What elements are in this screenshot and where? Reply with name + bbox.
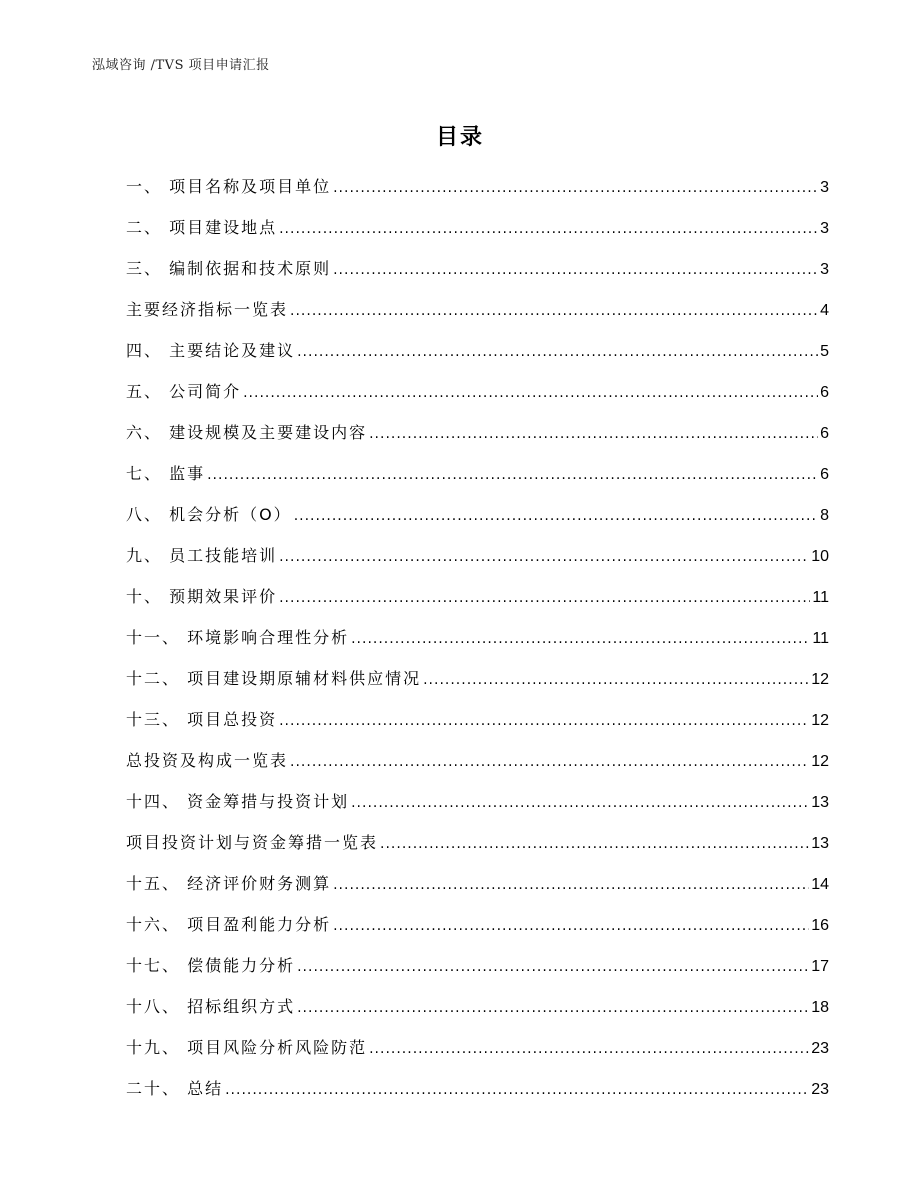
toc-dot-leader <box>369 419 818 449</box>
toc-dot-leader <box>294 501 818 531</box>
toc-entry-label: 项目投资计划与资金筹措一览表 <box>126 833 379 852</box>
toc-entry-label: 四、 主要结论及建议 <box>126 341 296 360</box>
toc-entry-label: 十八、 招标组织方式 <box>126 997 296 1016</box>
toc-entry-page-number: 3 <box>820 220 829 237</box>
toc-entry-page-number: 6 <box>820 466 829 483</box>
toc-entry[interactable] <box>126 582 829 623</box>
toc-dot-leader <box>207 460 818 490</box>
toc-entry-page-number: 12 <box>811 671 829 688</box>
toc-entry[interactable] <box>126 295 829 336</box>
toc-entry[interactable] <box>126 1033 829 1074</box>
toc-dot-leader <box>333 911 809 941</box>
table-of-contents <box>126 172 829 1115</box>
toc-entry-page-number: 16 <box>811 917 829 934</box>
toc-entry[interactable] <box>126 459 829 500</box>
toc-entry-page-number: 12 <box>811 712 829 729</box>
toc-entry-label: 十五、 经济评价财务测算 <box>126 874 332 893</box>
toc-entry-page-number: 5 <box>820 343 829 360</box>
toc-dot-leader <box>279 214 818 244</box>
toc-dot-leader <box>297 337 818 367</box>
toc-entry[interactable] <box>126 992 829 1033</box>
toc-entry-label: 十二、 项目建设期原辅材料供应情况 <box>126 669 422 688</box>
toc-entry-page-number: 6 <box>820 384 829 401</box>
toc-dot-leader <box>351 788 809 818</box>
toc-dot-leader <box>243 378 818 408</box>
toc-entry[interactable] <box>126 418 829 459</box>
toc-entry-label: 三、 编制依据和技术原则 <box>126 259 332 278</box>
toc-entry[interactable] <box>126 828 829 869</box>
toc-entry-page-number: 23 <box>811 1081 829 1098</box>
toc-entry-label: 十四、 资金筹措与投资计划 <box>126 792 350 811</box>
toc-entry-page-number: 4 <box>820 302 829 319</box>
toc-dot-leader <box>279 542 809 572</box>
toc-entry-page-number: 12 <box>811 753 829 770</box>
toc-entry-page-number: 13 <box>811 794 829 811</box>
toc-entry[interactable] <box>126 705 829 746</box>
toc-entry-page-number: 3 <box>820 261 829 278</box>
toc-entry-label: 七、 监事 <box>126 464 206 483</box>
toc-entry-page-number: 14 <box>811 876 829 893</box>
toc-dot-leader <box>297 952 809 982</box>
toc-entry-label: 一、 项目名称及项目单位 <box>126 177 332 196</box>
toc-entry[interactable] <box>126 664 829 705</box>
toc-entry[interactable] <box>126 254 829 295</box>
toc-entry-label: 十、 预期效果评价 <box>126 587 278 606</box>
toc-dot-leader <box>290 747 809 777</box>
toc-entry[interactable] <box>126 336 829 377</box>
toc-entry-label: 十六、 项目盈利能力分析 <box>126 915 332 934</box>
toc-entry-page-number: 11 <box>812 630 829 647</box>
toc-dot-leader <box>333 870 809 900</box>
toc-entry-label: 总投资及构成一览表 <box>126 751 289 770</box>
toc-entry-page-number: 10 <box>811 548 829 565</box>
toc-entry[interactable] <box>126 787 829 828</box>
toc-entry[interactable] <box>126 1074 829 1115</box>
toc-dot-leader <box>225 1075 809 1105</box>
toc-entry[interactable] <box>126 869 829 910</box>
toc-entry-page-number: 17 <box>811 958 829 975</box>
toc-entry-label: 十一、 环境影响合理性分析 <box>126 628 350 647</box>
running-header: 泓域咨询 /TVS 项目申请汇报 <box>92 58 270 73</box>
toc-entry-page-number: 13 <box>811 835 829 852</box>
toc-entry[interactable] <box>126 500 829 541</box>
toc-entry-page-number: 8 <box>820 507 829 524</box>
toc-entry-label: 主要经济指标一览表 <box>126 300 289 319</box>
toc-entry[interactable] <box>126 623 829 664</box>
toc-entry-page-number: 11 <box>812 589 829 606</box>
toc-entry-page-number: 23 <box>811 1040 829 1057</box>
toc-dot-leader <box>333 255 818 285</box>
toc-entry-label: 八、 机会分析（O） <box>126 505 292 524</box>
toc-entry-label: 九、 员工技能培训 <box>126 546 278 565</box>
toc-dot-leader <box>279 706 809 736</box>
toc-entry-label: 二十、 总结 <box>126 1079 224 1098</box>
toc-dot-leader <box>369 1034 809 1064</box>
toc-entry-page-number: 6 <box>820 425 829 442</box>
toc-dot-leader <box>297 993 809 1023</box>
toc-entry[interactable] <box>126 377 829 418</box>
toc-entry-label: 二、 项目建设地点 <box>126 218 278 237</box>
toc-entry-label: 十七、 偿债能力分析 <box>126 956 296 975</box>
toc-entry-label: 五、 公司简介 <box>126 382 242 401</box>
toc-entry-page-number: 18 <box>811 999 829 1016</box>
toc-title: 目录 <box>435 125 484 150</box>
toc-entry-label: 十九、 项目风险分析风险防范 <box>126 1038 368 1057</box>
toc-entry-label: 十三、 项目总投资 <box>126 710 278 729</box>
toc-dot-leader <box>351 624 810 654</box>
toc-entry[interactable] <box>126 746 829 787</box>
toc-dot-leader <box>279 583 810 613</box>
toc-dot-leader <box>423 665 809 695</box>
toc-entry-label: 六、 建设规模及主要建设内容 <box>126 423 368 442</box>
toc-dot-leader <box>290 296 818 326</box>
toc-dot-leader <box>333 173 818 203</box>
toc-entry[interactable] <box>126 213 829 254</box>
toc-entry-page-number: 3 <box>820 179 829 196</box>
toc-entry[interactable] <box>126 541 829 582</box>
toc-entry[interactable] <box>126 172 829 213</box>
toc-dot-leader <box>380 829 809 859</box>
toc-entry[interactable] <box>126 951 829 992</box>
toc-entry[interactable] <box>126 910 829 951</box>
